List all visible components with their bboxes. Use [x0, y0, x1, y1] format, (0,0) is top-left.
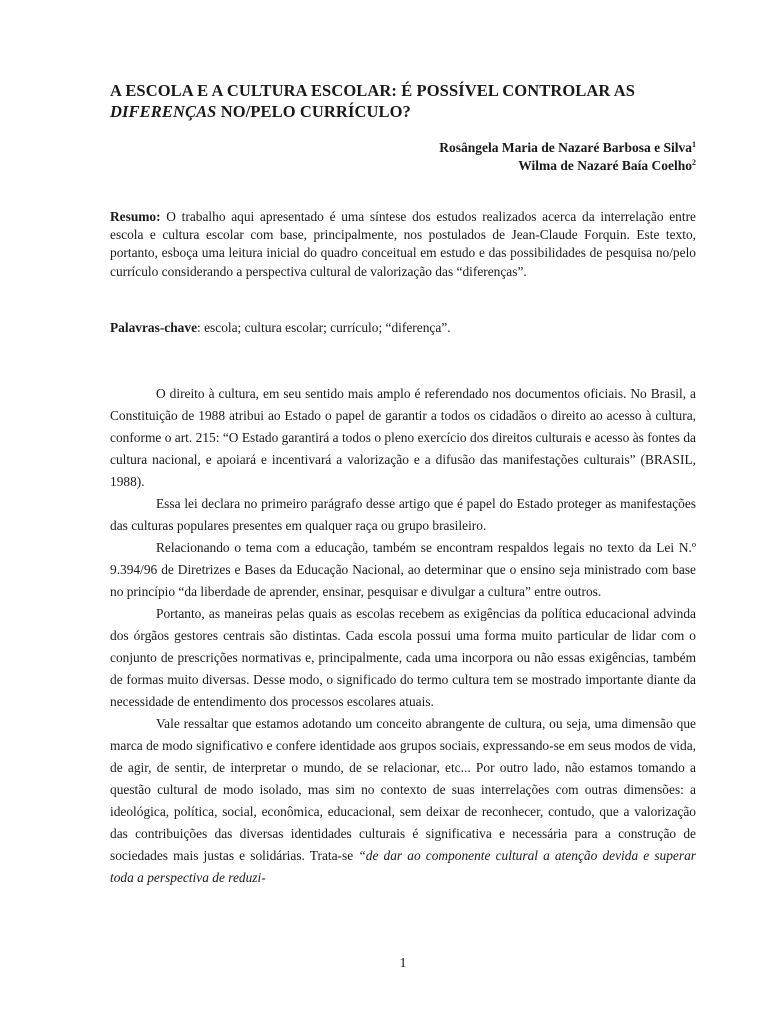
document-page — [110, 0, 696, 1024]
title-line-1: A ESCOLA E A CULTURA ESCOLAR: É POSSÍVEL CONTROLAR AS — [110, 81, 636, 100]
paragraph — [110, 713, 696, 889]
title-italic-word: DIFERENÇAS — [110, 102, 217, 121]
author-2 — [439, 157, 696, 175]
abstract-label: Resumo: — [110, 209, 161, 224]
title-rest: NO/PELO CURRÍCULO? — [216, 102, 411, 121]
paper-title — [110, 80, 696, 122]
abstract-text: O trabalho aqui apresentado é uma síntese dos estudos realizados acerca da interrelação entre escola e cultura escolar com base, principalmente, nos postulados de Jean-Claude Forquin. Este texto, portanto, esboça uma leitura inicial do quadro conceitual em estudo e das possibilidades de pesquisa no/pelo currículo considerando a perspectiva cultural de valorização das “diferenças”. — [110, 209, 696, 279]
body-text — [110, 383, 696, 889]
author-list — [439, 139, 696, 175]
author-1 — [439, 139, 696, 157]
keywords-text: : escola; cultura escolar; currículo; “diferença”. — [197, 320, 451, 335]
paragraph-text: Vale ressaltar que estamos adotando um conceito abrangente de cultura, ou seja, uma dimensão que marca de modo significativo e confere identidade aos grupos sociais, expressando-se em seus modos de vida, de agir, de sentir, de interpretar o mundo, de se relacionar, etc... Por outro lado, não estamos tomando a questão cultural de modo isolado, mas sim no contexto de suas interrelações com outras dimensões: a ideológica, política, social, econômica, educacional, sem deixar de reconhecer, contudo, que a valorização das contribuições das diversas identidades culturais é significativa e necessária para a construção de sociedades mais justas e solidárias. Trata-se — [110, 716, 696, 863]
page-number: 1 — [399, 956, 407, 971]
paragraph: Portanto, as maneiras pelas quais as escolas recebem as exigências da política educacional advinda dos órgãos gestores centrais são distintas. Cada escola possui uma forma muito particular de lidar com o conjunto de prescrições normativas e, principalmente, cada uma incorpora ou não essas exigências, também de formas muito diversas. Desse modo, o significado do termo cultura tem se mostrado importante diante da necessidade de entendimento dos processos escolares atuais. — [110, 606, 696, 709]
author-name: Wilma de Nazaré Baía Coelho — [518, 158, 692, 173]
keywords — [110, 319, 696, 337]
footnote-ref[interactable]: 2 — [692, 158, 696, 167]
paragraph: Relacionando o tema com a educação, também se encontram respaldos legais no texto da Lei N.º 9.394/96 de Diretrizes e Bases da Educação Nacional, ao determinar que o ensino seja ministrado com base no princípio “da liberdade de aprender, ensinar, pesquisar e divulgar a cultura” entre outros. — [110, 540, 696, 599]
paragraph: O direito à cultura, em seu sentido mais amplo é referendado nos documentos oficiais. No Brasil, a Constituição de 1988 atribui ao Estado o papel de garantir a todos os cidadãos o direito ao acesso à cultura, conforme o art. 215: “O Estado garantirá a todos o pleno exercício dos direitos culturais e acesso às fontes da cultura nacional, e apoiará e incentivará a valorização e a difusão das manifestações culturais” (BRASIL, 1988). — [110, 386, 696, 489]
paragraph: Essa lei declara no primeiro parágrafo desse artigo que é papel do Estado proteger as manifestações das culturas populares presentes em qualquer raça ou grupo brasileiro. — [110, 496, 696, 533]
inline-quote: “de dar ao componente cultural a atenção devida e superar toda a perspectiva de reduzi- — [110, 848, 696, 885]
author-name: Rosângela Maria de Nazaré Barbosa e Silva — [439, 140, 692, 155]
abstract — [110, 208, 696, 281]
keywords-label: Palavras-chave — [110, 320, 198, 335]
footnote-ref[interactable]: 1 — [692, 140, 696, 149]
